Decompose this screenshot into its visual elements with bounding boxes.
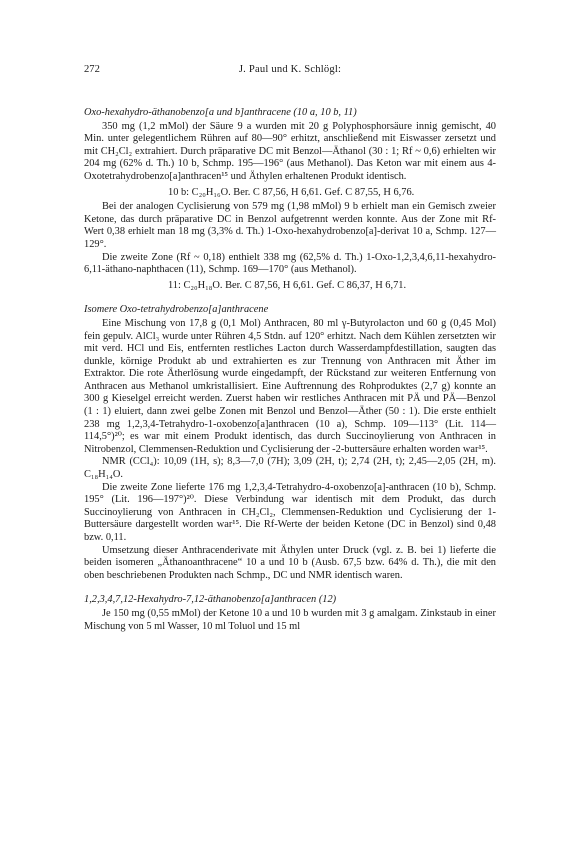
- paragraph: Die zweite Zone (Rf ~ 0,18) enthielt 338 mg (62,5% d. Th.) 1-Oxo-1,2,3,4,6,11-hexahydro-6,11-äthano-naphthacen (11), Schmp. 169—170° (aus Methanol).: [84, 251, 496, 276]
- running-title: J. Paul und K. Schlögl:: [238, 64, 342, 75]
- analysis-line: 10 b: C₂₀H₁₆O. Ber. C 87,56, H 6,61. Gef. C 87,55, H 6,76.: [168, 186, 415, 198]
- paragraph: Die zweite Zone lieferte 176 mg 1,2,3,4-Tetrahydro-4-oxobenzo[a]-anthracen (10 b), Schmp. 195° (Lit. 196—197°)²⁰. Diese Verbindung war identisch mit dem Produkt, das durch Succinoylierung von Anthracen in CH₂Cl₂, Clemmensen-Reduktion und Cyclisierung der 1-Buttersäure dargestellt worden war¹⁵. Die Rf-Werte der beiden Ketone (DC in Benzol) sind 0,48 bzw. 0,11.: [84, 481, 496, 543]
- running-header: [84, 64, 496, 80]
- paragraph: Bei der analogen Cyclisierung von 579 mg (1,98 mMol) 9 b erhielt man ein Gemisch zweier Ketone, das durch präparative DC in Benzol aufgetrennt werden konnte. Aus der Zone mit Rf-Wert 0,38 erhielt man 18 mg (3,3% d. Th.) 1-Oxo-hexahydrobenzo[a]-derivat 10 a, Schmp. 127—129°.: [84, 201, 496, 250]
- paragraph: Eine Mischung von 17,8 g (0,1 Mol) Anthracen, 80 ml γ-Butyrolacton und 60 g (0,45 Mol) fein gepulv. AlCl₃ wurde unter Rühren 4,5 Stdn. auf 120° erhitzt. Nach dem Kühlen zersetzten wir mit verd. HCl und Eis, entfernten restliches Lacton durch Wasserdampfdestillation, saugten das dunkle, körnige Produkt ab und extrahierten es zur Trennung von Anthracen mit Äther im Extraktor. Die rote Ätherlösung wurde eingedampft, der Rückstand zur weiteren Entfernung von Anthracen aus Methanol umkristallisiert. Eine Auftrennung des Rohproduktes (2,7 g) konnte an 300 g Kieselgel erreicht werden. Zuerst haben wir restliches Anthracen mit PÄ und PÄ—Benzol (1 : 1) eluiert, dann zwei gelbe Zonen mit Benzol und Benzol—Äther (50 : 1). Die erste enthielt 238 mg 1,2,3,4-Tetrahydro-1-oxobenzo[a]anthracen (10 a), Schmp. 109—113° (Lit. 114—114,5°)²⁰; es war mit einem Produkt identisch, das durch Succinoylierung von Anthracen in Nitrobenzol, Clemmensen-Reduktion und Cyclisierung der -2-buttersäure erhalten worden war¹⁵.: [84, 317, 496, 455]
- section-heading: Isomere Oxo-tetrahydrobenzo[a]anthracene: [84, 304, 269, 316]
- section-heading: 1,2,3,4,7,12-Hexahydro-7,12-äthanobenzo[a]anthracen (12): [84, 594, 337, 606]
- paragraph: Umsetzung dieser Anthracenderivate mit Äthylen unter Druck (vgl. z. B. bei 1) lieferte die beiden isomeren „Äthanoanthracene“ 10 a und 10 b (Ausb. 67,5 bzw. 64% d. Th.), die mit den oben beschriebenen Produkten nach Schmp., DC und NMR identisch waren.: [84, 544, 496, 581]
- analysis-line: 11: C₂₀H₁₈O. Ber. C 87,56, H 6,61. Gef. C 86,37, H 6,71.: [168, 279, 407, 291]
- paragraph: NMR (CCl₄): 10,09 (1H, s); 8,3—7,0 (7H); 3,09 (2H, t); 2,74 (2H, t); 2,45—2,05 (2H, m). C₁₈H₁₄O.: [84, 456, 496, 481]
- article-body: [84, 107, 496, 633]
- section-heading: Oxo-hexahydro-äthanobenzo[a und b]anthracene (10 a, 10 b, 11): [84, 107, 357, 118]
- paragraph: Je 150 mg (0,55 mMol) der Ketone 10 a und 10 b wurden mit 3 g amalgam. Zinkstaub in einer Mischung von 5 ml Wasser, 10 ml Toluol und 15 ml: [84, 607, 496, 632]
- paragraph: 350 mg (1,2 mMol) der Säure 9 a wurden mit 20 g Polyphosphorsäure innig gemischt, 40 Min. unter gelegentlichem Rühren auf 80—90° erhitzt, anschließend mit Eiswasser zersetzt und mit CH₂Cl₂ extrahiert. Durch präparative DC mit Benzol—Äthanol (30 : 1; Rf ~ 0,6) erhielten wir 204 mg (62% d. Th.) 10 b, Schmp. 195—196° (aus Methanol). Das Keton war mit einem aus 4-Oxotetrahydrobenzo[a]anthracen¹⁵ und Äthylen erhaltenen Produkt identisch.: [84, 120, 496, 182]
- page-number: 272: [84, 64, 100, 75]
